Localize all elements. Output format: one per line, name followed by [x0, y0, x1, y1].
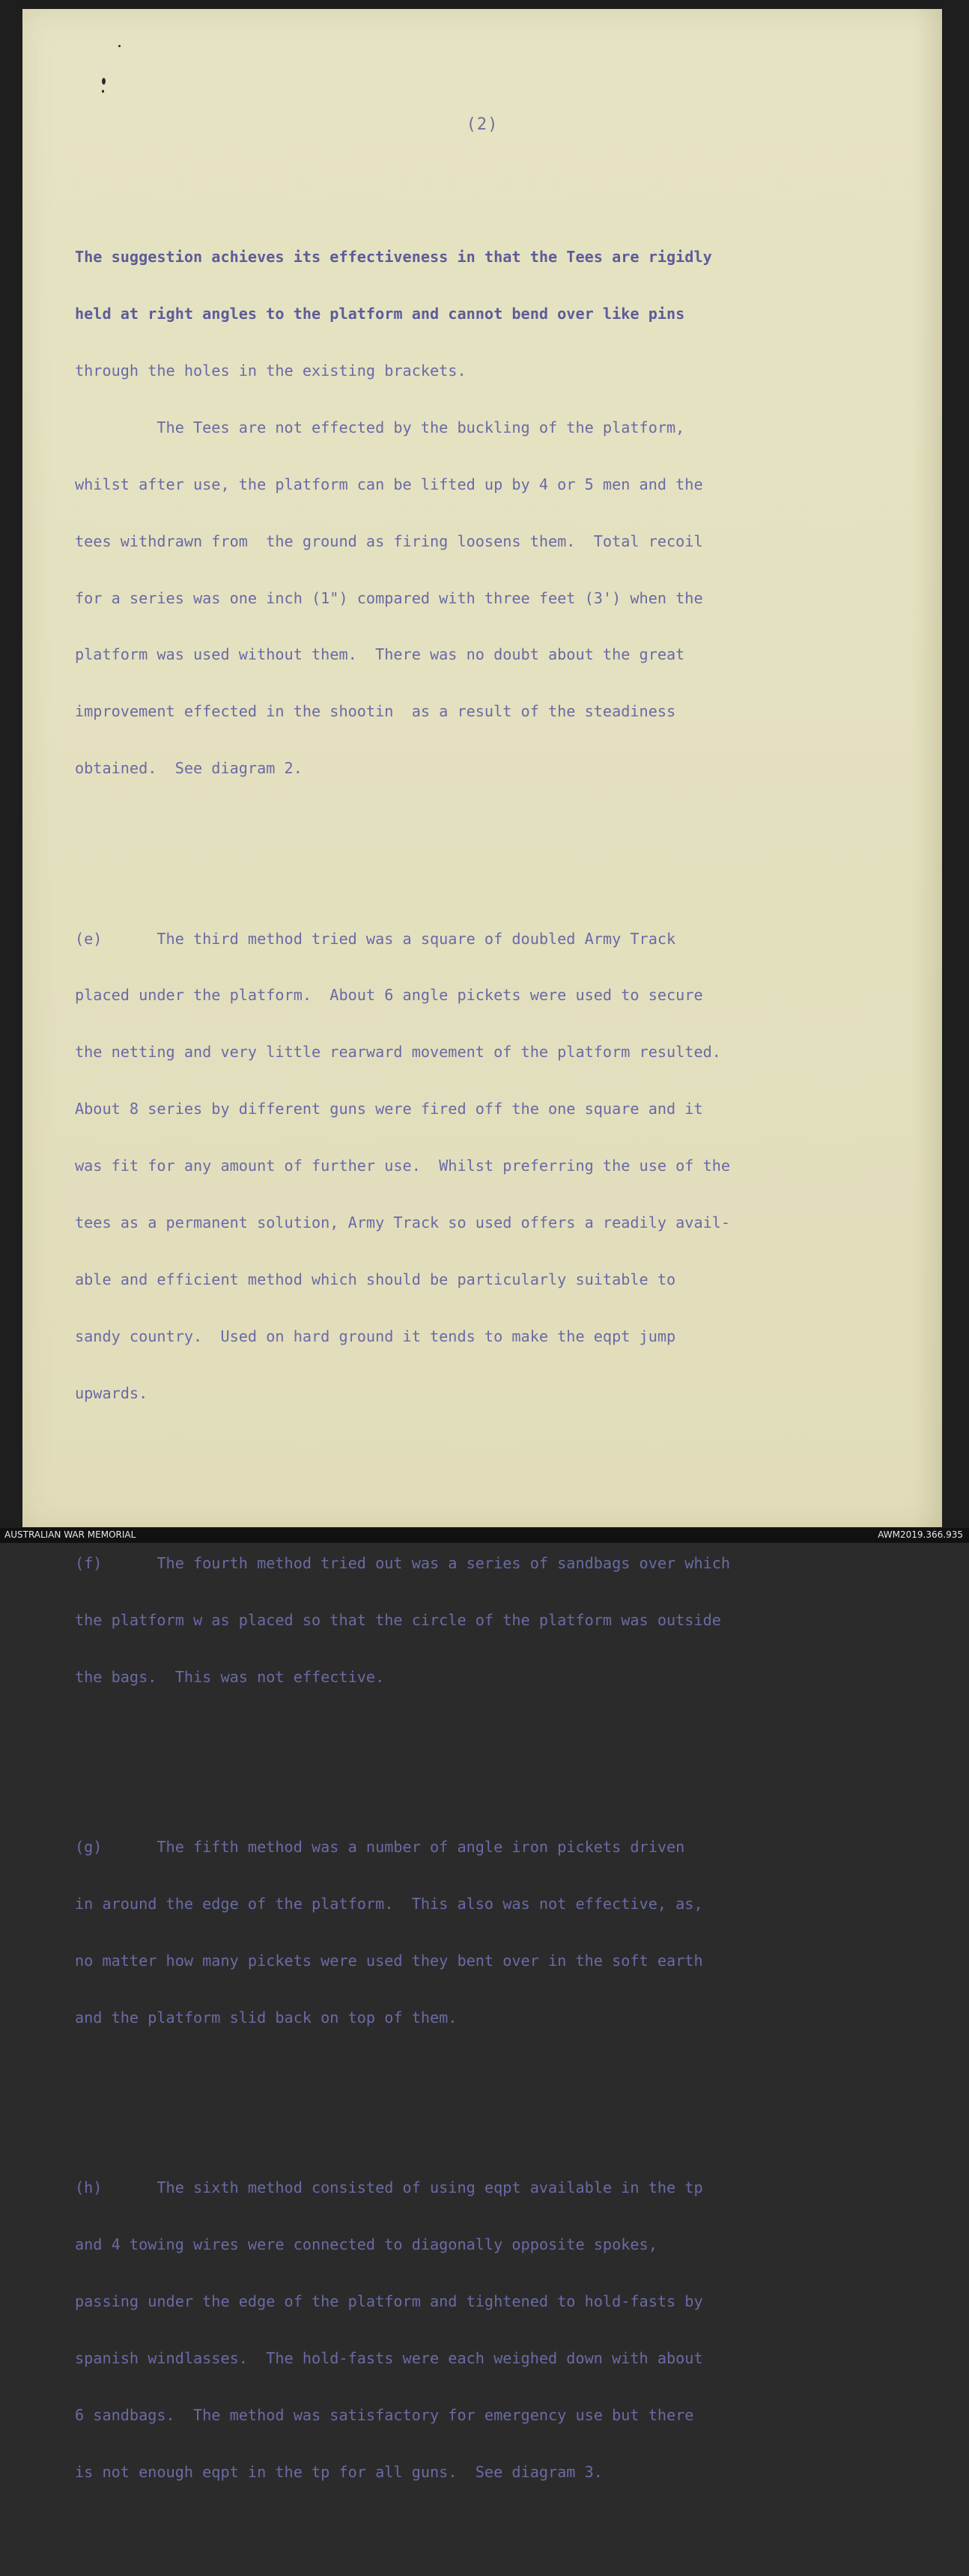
text-line: in around the edge of the platform. This also was not effective, as,: [75, 1895, 703, 1913]
text-line: was fit for any amount of further use. Whilst preferring the use of the: [75, 1157, 731, 1175]
typed-body: [75, 172, 914, 2576]
text-line: and 4 towing wires were connected to diagonally opposite spokes,: [75, 2235, 657, 2254]
text-line: placed under the platform. About 6 angle pickets were used to secure: [75, 986, 703, 1005]
text-line: (f) The fourth method tried out was a series of sandbags over which: [75, 1554, 731, 1573]
paper-speck: [102, 90, 104, 93]
paper-speck: [102, 78, 106, 85]
paper-speck: [118, 45, 121, 47]
paragraph-h: [75, 2141, 914, 2520]
text-line: (g) The fifth method was a number of angle iron pickets driven: [75, 1838, 685, 1857]
text-line: improvement effected in the shootin as a result of the steadiness: [75, 702, 676, 721]
text-line: The suggestion achieves its effectiveness in that the Tees are rigidly: [75, 248, 712, 267]
text-line: passing under the edge of the platform and tightened to hold-fasts by: [75, 2292, 703, 2311]
text-line: About 8 series by different guns were fired off the one square and it: [75, 1100, 703, 1118]
text-line: whilst after use, the platform can be lifted up by 4 or 5 men and the: [75, 475, 703, 493]
text-line: The Tees are not effected by the buckling of the platform,: [75, 418, 685, 436]
text-line: through the holes in the existing brackets.: [75, 361, 467, 380]
text-line: and the platform slid back on top of them.: [75, 2008, 458, 2027]
text-line: tees as a permanent solution, Army Track so used offers a readily avail-: [75, 1214, 731, 1232]
text-line: the bags. This was not effective.: [75, 1667, 385, 1686]
text-line: obtained. See diagram 2.: [75, 759, 303, 778]
text-line: spanish windlasses. The hold-fasts were each weighed down with about: [75, 2348, 703, 2367]
page-number: (2): [466, 115, 499, 134]
text-line: sandy country. Used on hard ground it tends to make the eqpt jump: [75, 1327, 676, 1345]
paragraph-f: [75, 1516, 914, 1724]
text-line: upwards.: [75, 1383, 148, 1402]
text-line: platform was used without them. There was no doubt about the great: [75, 645, 685, 664]
text-line: is not enough eqpt in the tp for all guns. See diagram 3.: [75, 2462, 603, 2481]
text-line: for a series was one inch (1") compared with three feet (3') when the: [75, 588, 703, 607]
footer-institution: AUSTRALIAN WAR MEMORIAL: [4, 1529, 136, 1540]
text-line: (e) The third method tried was a square of doubled Army Track: [75, 929, 676, 948]
paragraph-e: [75, 892, 914, 1441]
text-line: tees withdrawn from the ground as firing loosens them. Total recoil: [75, 532, 703, 550]
page-edge-shadow: [912, 9, 942, 1527]
text-line: the platform w as placed so that the circle of the platform was outside: [75, 1610, 721, 1629]
text-line: the netting and very little rearward movement of the platform resulted.: [75, 1043, 721, 1062]
text-line: able and efficient method which should be particularly suitable to: [75, 1270, 676, 1288]
text-line: 6 sandbags. The method was satisfactory for emergency use but there: [75, 2405, 694, 2424]
archive-footer: [0, 1528, 969, 1543]
footer-accession-number: AWM2019.366.935: [878, 1529, 963, 1540]
paragraph-intro: [75, 210, 914, 817]
text-line: no matter how many pickets were used they bent over in the soft earth: [75, 1952, 703, 1970]
paragraph-g: [75, 1800, 914, 2065]
text-line: (h) The sixth method consisted of using eqpt available in the tp: [75, 2178, 703, 2197]
text-line: held at right angles to the platform and cannot bend over like pins: [75, 305, 685, 323]
